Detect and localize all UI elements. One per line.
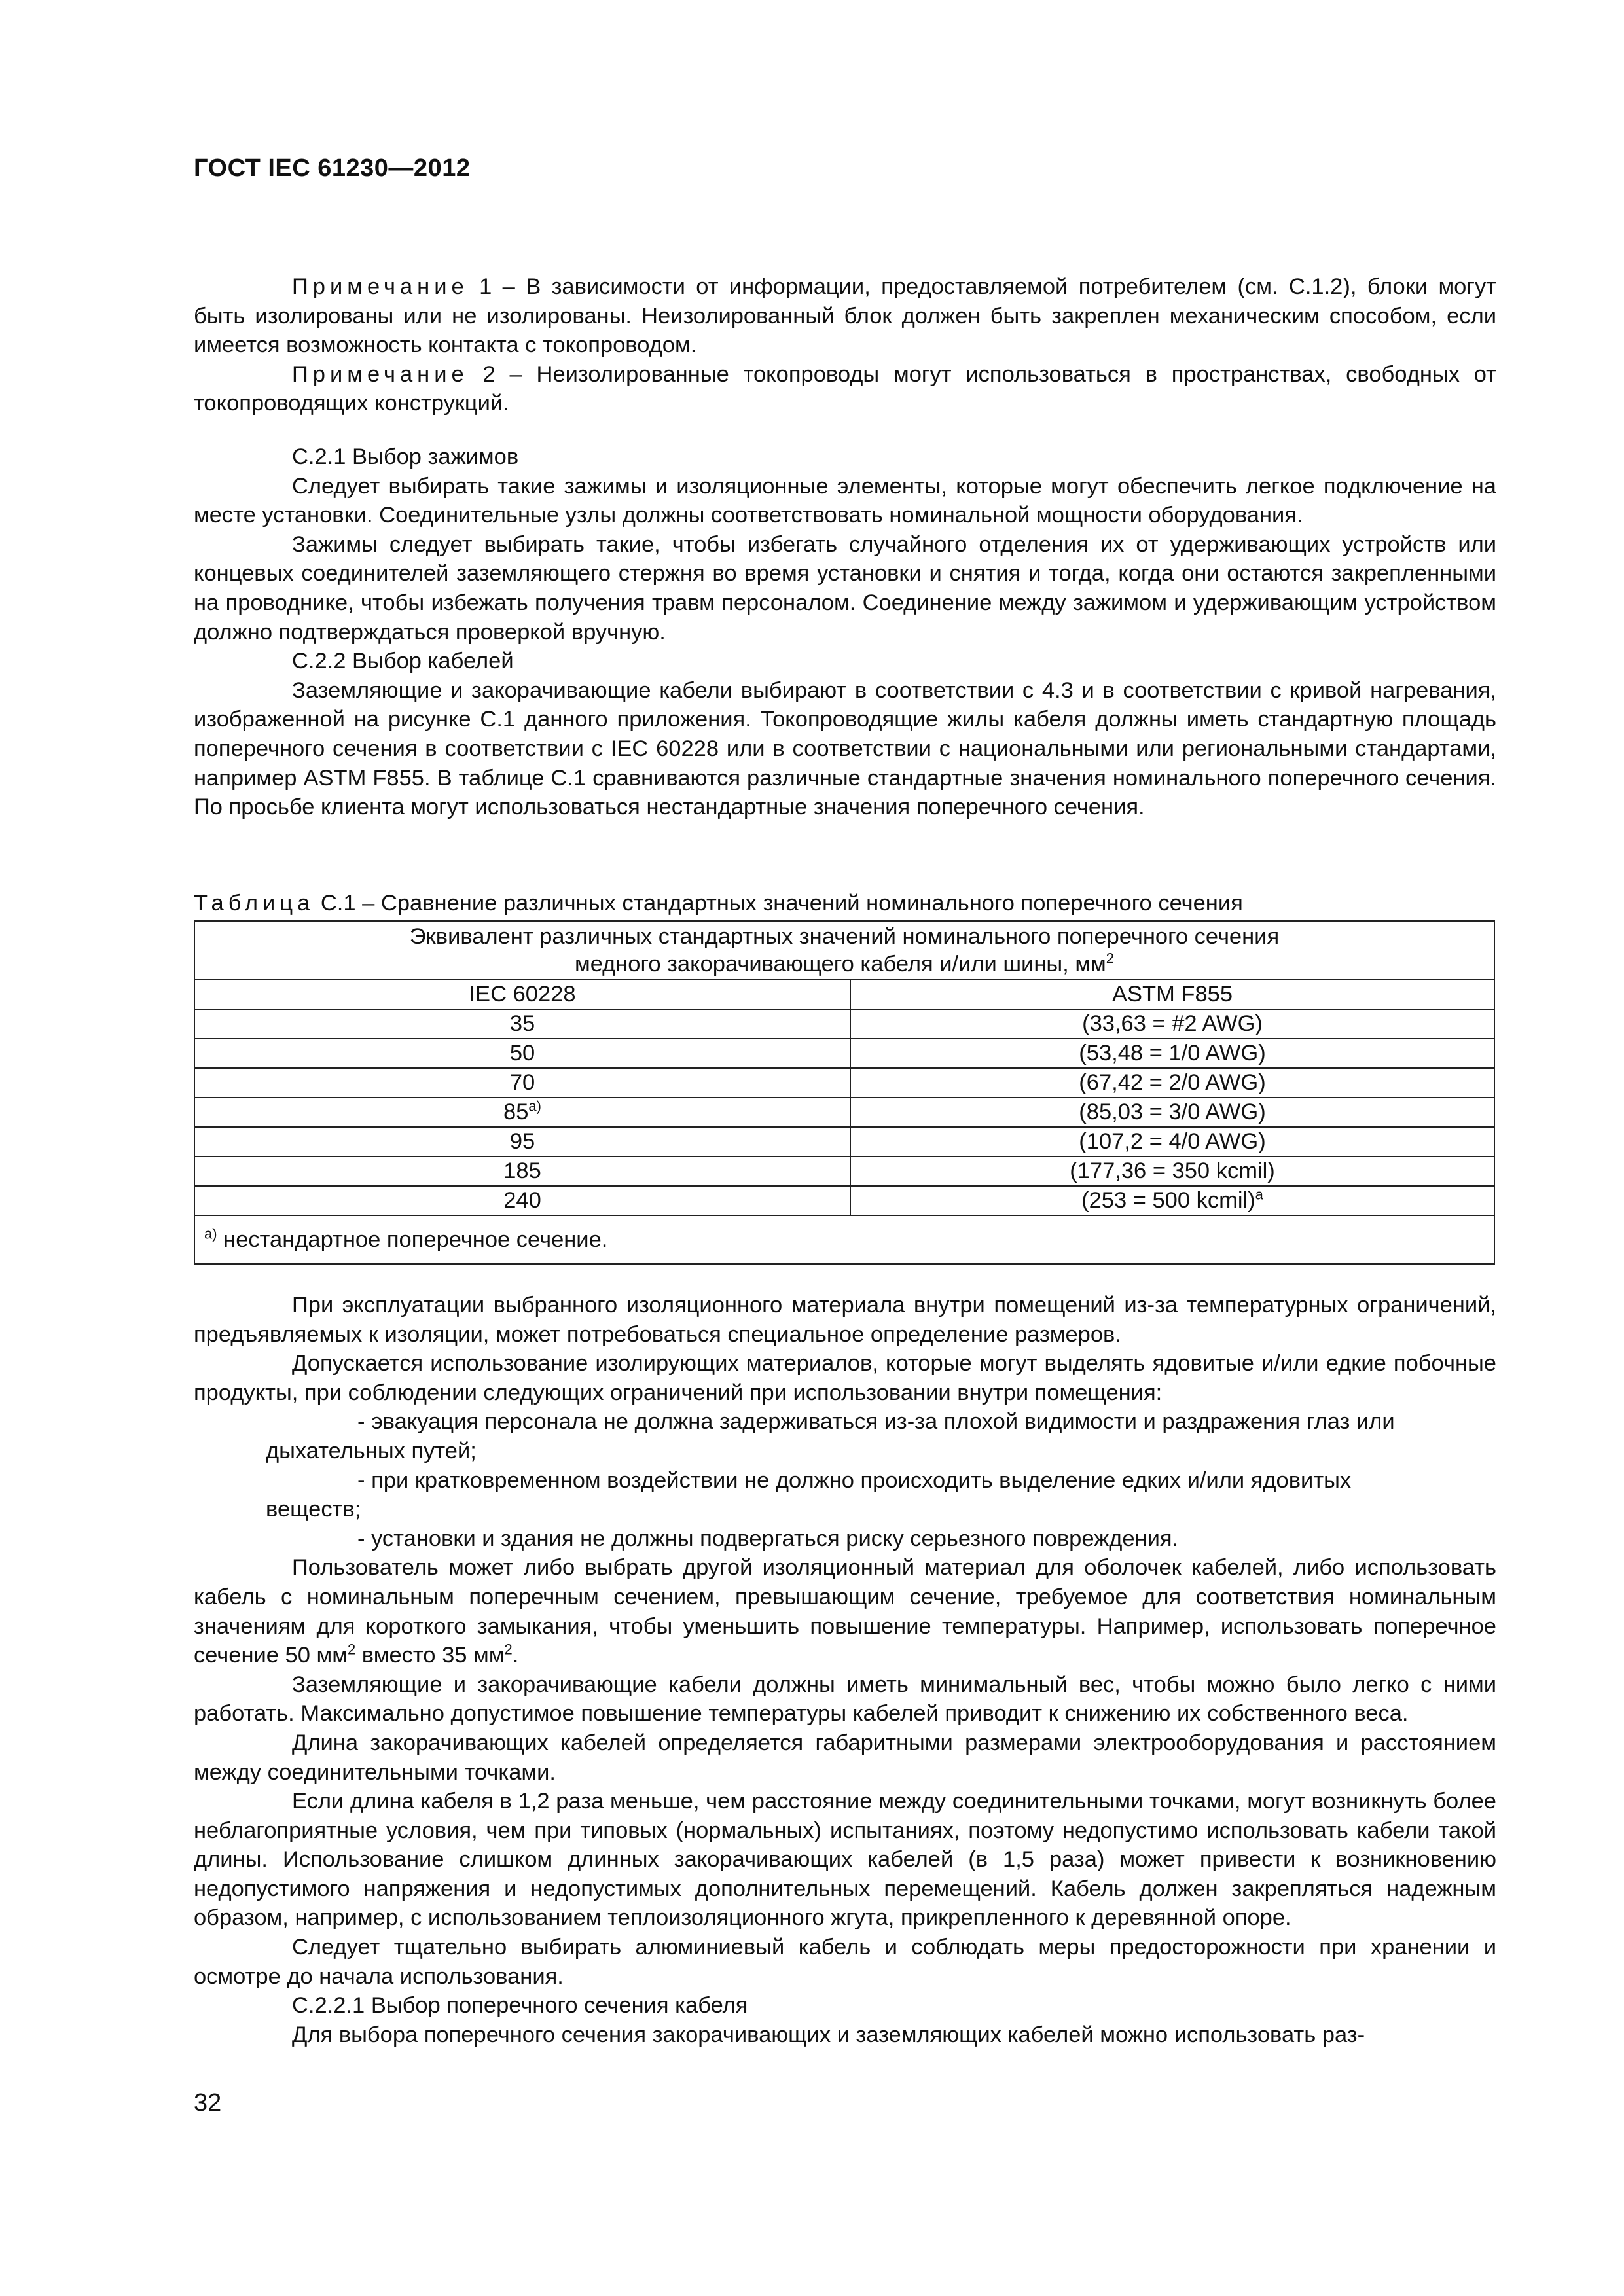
table-caption (194, 889, 1243, 918)
cell-astm: (107,2 = 4/0 AWG) (850, 1127, 1494, 1157)
cell-iec: $85^{а)}$ (194, 1098, 850, 1127)
paragraph: При эксплуатации выбранного изоляционного материала внутри помещений из-за температурных ограничений, предъявляемых к изоляции, может потребоваться специальное определение размеров. (194, 1293, 1496, 1347)
list-item-continuation: дыхательных путей; (266, 1438, 477, 1463)
paragraph: Длина закорачивающих кабелей определяется габаритными размерами электрооборудования и расстоянием между соединительными точками. (194, 1730, 1496, 1785)
sections-block (194, 442, 1496, 822)
paragraph: Если длина кабеля в 1,2 раза меньше, чем расстояние между соединительными точками, могут возникнуть более неблагоприятные условия, чем при типовых (нормальных) испытаниях, поэтому недопустимо использовать кабели такой длины. Использование слишком длинных закорачивающих кабелей (в 1,5 раза) может привести к возникновению недопустимого напряжения и недопустимых дополнительных перемещений. Кабель должен закрепляться надежным образом, например, с использованием теплоизоляционного жгута, прикрепленного к деревянной опоре. (194, 1789, 1496, 1931)
table-row (194, 1068, 1494, 1098)
cell-iec: 95 (194, 1127, 850, 1157)
cell-astm: (253 = 500 kcmil)$^а$ (850, 1186, 1494, 1215)
list-item: - установки и здания не должны подвергаться риску серьезного повреждения. (357, 1526, 1179, 1551)
note-2-label: Примечание (292, 361, 469, 387)
cell-astm: (67,42 = 2/0 AWG) (850, 1068, 1494, 1098)
table-row (194, 1009, 1494, 1039)
section-heading-c22: С.2.2 Выбор кабелей (292, 649, 514, 674)
note-1-label: Примечание (292, 274, 469, 299)
section-heading-c21: С.2.1 Выбор зажимов (292, 444, 519, 469)
table-row (194, 1098, 1494, 1127)
paragraph: Зажимы следует выбирать такие, чтобы избегать случайного отделения их от удерживающих устройств или концевых соединителей заземляющего стержня во время установки и снятия и тогда, когда они остаются закрепленными на проводнике, чтобы избежать получения травм персоналом. Соединение между зажимом и удерживающим устройством должно подтверждаться проверкой вручную. (194, 531, 1496, 645)
notes-block (194, 272, 1496, 418)
column-header-iec: IEC 60228 (194, 980, 850, 1009)
list-item: - эвакуация персонала не должна задерживаться из-за плохой видимости и раздражения глаз или (357, 1409, 1395, 1435)
table-row (194, 1127, 1494, 1157)
table-header-row (194, 921, 1494, 980)
table-row (194, 1039, 1494, 1068)
cell-iec: 70 (194, 1068, 850, 1098)
section-heading-c221: С.2.2.1 Выбор поперечного сечения кабеля (292, 1993, 748, 2018)
page-number: 32 (194, 2089, 222, 2117)
note-2 (194, 360, 1496, 418)
cell-astm: (177,36 = 350 kcmil) (850, 1157, 1494, 1186)
table-footnote-row (194, 1215, 1494, 1264)
comparison-table (194, 920, 1495, 1265)
table-row (194, 1186, 1494, 1215)
table-main-header (194, 921, 1494, 980)
paragraph: Пользователь может либо выбрать другой изоляционный материал для оболочек кабелей, либо использовать кабель с номинальным поперечным сечением, превышающим сечение, требуемое для соответствия номинальным значениям для короткого замыкания, чтобы уменьшить повышение температуры. Например, использовать поперечное сечение 50 $мм^2$ вместо 35 $мм^2$. (194, 1555, 1496, 1668)
cell-iec: 240 (194, 1186, 850, 1215)
table-caption-label: Таблица (194, 891, 315, 916)
after-table-block (194, 1291, 1496, 2049)
column-header-astm: ASTM F855 (850, 980, 1494, 1009)
paragraph: Допускается использование изолирующих материалов, которые могут выделять ядовитые и/или едкие побочные продукты, при соблюдении следующих ограничений при использовании внутри помещения: (194, 1351, 1496, 1405)
paragraph: Заземляющие и закорачивающие кабели выбирают в соответствии с 4.3 и в соответствии с кривой нагревания, изображенной на рисунке С.1 данного приложения. Токопроводящие жилы кабеля должны иметь стандартную площадь поперечного сечения в соответствии с IEC 60228 или в соответствии с национальными или региональными стандартами, например ASTM F855. В таблице С.1 сравниваются различные стандартные значения номинального поперечного сечения. По просьбе клиента могут использоваться нестандартные значения поперечного сечения. (194, 677, 1496, 820)
paragraph: Для выбора поперечного сечения закорачивающих и заземляющих кабелей можно использовать раз- (292, 2022, 1365, 2047)
paragraph: Следует тщательно выбирать алюминиевый кабель и соблюдать меры предосторожности при хранении и осмотре до начала использования. (194, 1935, 1496, 1989)
table-footnote: $^{а)}$ нестандартное поперечное сечение. (194, 1215, 1494, 1264)
table-header-line-1: Эквивалент различных стандартных значений номинального поперечного сечения (409, 924, 1280, 949)
table-caption-text: С.1 – Сравнение различных стандартных значений номинального поперечного сечения (314, 891, 1243, 916)
list-item: - при кратковременном воздействии не должно происходить выделение едких и/или ядовитых (357, 1467, 1352, 1493)
document-header: ГОСТ IEC 61230—2012 (194, 154, 471, 182)
list-item-continuation: веществ; (266, 1497, 361, 1522)
paragraph: Заземляющие и закорачивающие кабели должны иметь минимальный вес, чтобы можно было легко с ними работать. Максимально допустимое повышение температуры кабелей приводит к снижению их собственного веса. (194, 1672, 1496, 1727)
note-1-text: 1 – В зависимости от информации, предоставляемой потребителем (см. С.1.2), блоки могут быть изолированы или не изолированы. Неизолированный блок должен быть закреплен механическим способом, если имеется возможность контакта с токопроводом. (194, 274, 1496, 358)
note-1 (194, 272, 1496, 360)
cell-iec: 185 (194, 1157, 850, 1186)
note-2-text: 2 – Неизолированные токопроводы могут использоваться в пространствах, свободных от токопроводящих конструкций. (194, 361, 1496, 416)
table-column-header-row (194, 980, 1494, 1009)
cell-astm: (33,63 = #2 AWG) (850, 1009, 1494, 1039)
cell-iec: 50 (194, 1039, 850, 1068)
cell-astm: (85,03 = 3/0 AWG) (850, 1098, 1494, 1127)
table-row (194, 1157, 1494, 1186)
table-header-line-2: медного закорачивающего кабеля и/или шины, $мм^2$ (574, 950, 1115, 977)
cell-astm: (53,48 = 1/0 AWG) (850, 1039, 1494, 1068)
paragraph: Следует выбирать такие зажимы и изоляционные элементы, которые могут обеспечить легкое подключение на месте установки. Соединительные узлы должны соответствовать номинальной мощности оборудования. (194, 473, 1496, 528)
cell-iec: 35 (194, 1009, 850, 1039)
